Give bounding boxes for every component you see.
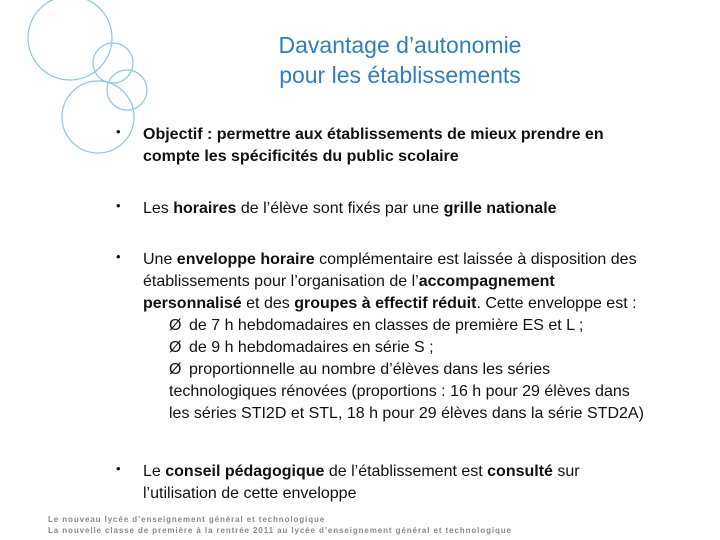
bullet-marker: •: [116, 461, 121, 476]
bullet-marker: •: [116, 249, 121, 264]
text-segment: Une: [143, 251, 177, 268]
sub-item-text: proportionnelle au nombre d’élèves dans les séries: [189, 361, 551, 378]
bullet-marker: •: [116, 124, 121, 139]
text-segment: sur: [552, 463, 580, 480]
conseil-line-2: l’utilisation de cette enveloppe: [143, 485, 357, 502]
objectif-line-2: compte les spécificités du public scolaire: [143, 148, 459, 165]
sub-item: [169, 337, 713, 359]
bullet-horaires: [143, 198, 713, 220]
enveloppe-line-1: [143, 249, 713, 271]
title-line-2: pour les établissements: [279, 62, 521, 88]
title-line-1: Davantage d’autonomie: [278, 32, 522, 58]
text-bold: horaires: [173, 200, 237, 217]
arrow-bullet-icon: Ø: [169, 361, 182, 378]
decorative-circles: [0, 0, 160, 160]
text-bold: personnalisé: [143, 295, 242, 312]
sub-item-continuation: technologiques rénovées (proportions : 16 h pour 29 élèves dans: [169, 383, 630, 400]
sub-item-text: de 9 h hebdomadaires en série S ;: [189, 339, 434, 356]
text-segment: complémentaire est laissée à disposition des: [314, 251, 637, 268]
text-segment: et des: [241, 295, 295, 312]
slide-title: [200, 30, 600, 90]
horaires-line: [143, 198, 713, 220]
bullet-objectif: [143, 124, 713, 168]
text-bold: consulté: [487, 463, 553, 480]
text-segment: . Cette enveloppe est :: [476, 295, 637, 312]
conseil-line-1: [143, 461, 713, 483]
text-segment: établissements pour l’organisation de l’: [143, 273, 419, 290]
text-bold: accompagnement: [418, 273, 555, 290]
bullet-marker: •: [116, 198, 121, 213]
enveloppe-line-3: [143, 293, 713, 315]
text-segment: Le: [143, 463, 166, 480]
sub-item: [169, 359, 713, 381]
footer-line-1: Le nouveau lycée d’enseignement général et technologique: [48, 515, 326, 524]
bullet-enveloppe: [143, 249, 713, 425]
text-segment: de l’établissement est: [324, 463, 488, 480]
text-segment: de l’élève sont fixés par une: [236, 200, 444, 217]
text-segment: Les: [143, 200, 174, 217]
sub-item: [169, 315, 713, 337]
text-bold: groupes à effectif réduit: [294, 295, 477, 312]
arrow-bullet-icon: Ø: [169, 317, 182, 334]
objectif-line-1: Objectif : permettre aux établissements de mieux prendre en: [143, 126, 604, 143]
bullet-conseil: [143, 461, 713, 505]
arrow-bullet-icon: Ø: [169, 339, 182, 356]
text-bold: conseil pédagogique: [165, 463, 325, 480]
text-bold: enveloppe horaire: [176, 251, 315, 268]
sub-item-text: de 7 h hebdomadaires en classes de première ES et L ;: [189, 317, 584, 334]
enveloppe-line-2: [143, 271, 713, 293]
footer-line-2: La nouvelle classe de première à la rentrée 2011 au lycée d’enseignement général et technologique: [48, 526, 512, 535]
text-bold: grille nationale: [443, 200, 557, 217]
sub-item-continuation: les séries STI2D et STL, 18 h pour 29 élèves dans la série STD2A): [169, 405, 644, 422]
